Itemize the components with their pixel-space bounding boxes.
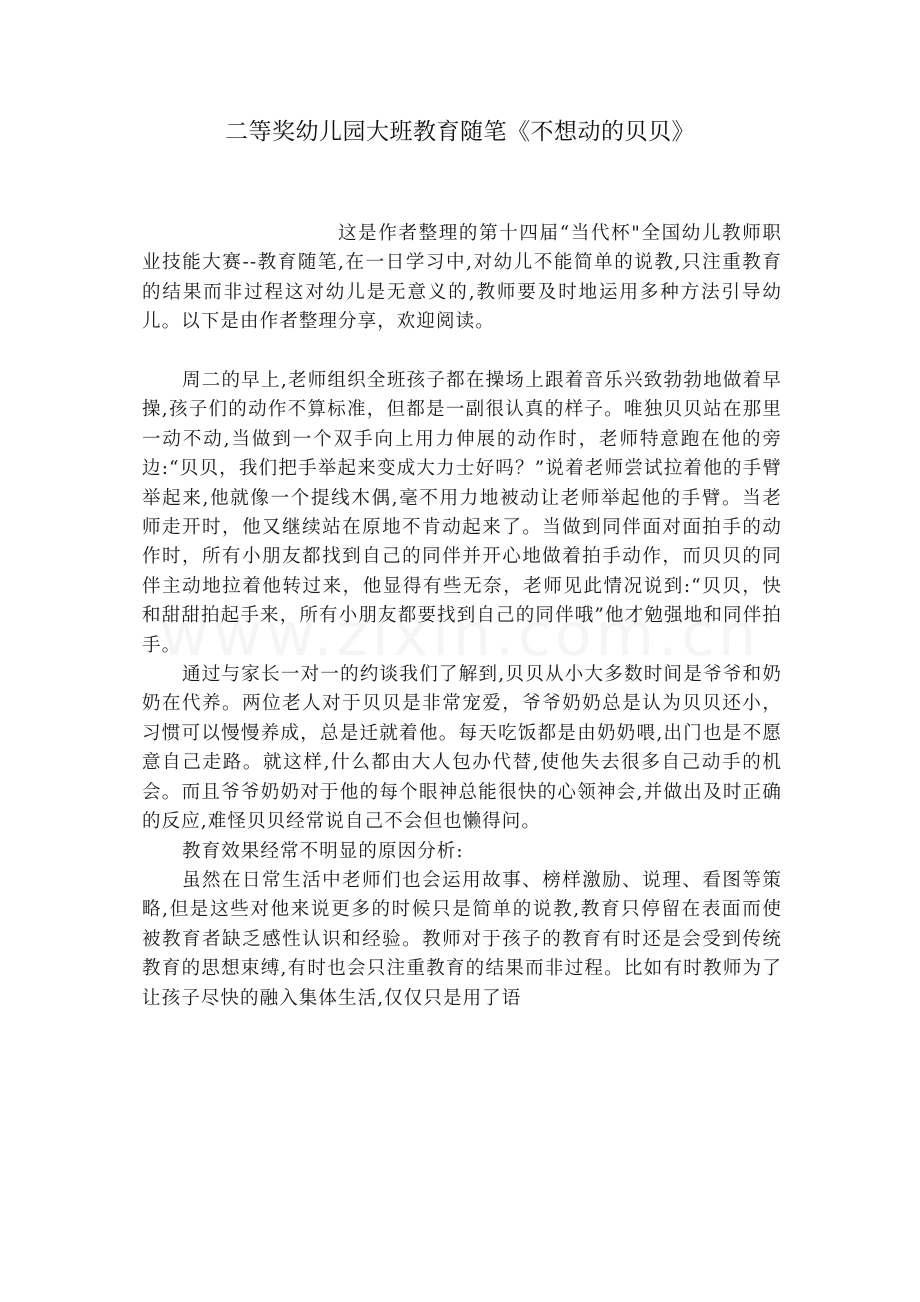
body-paragraph-3: 虽然在日常生活中老师们也会运用故事、榜样激励、说理、看图等策略,但是这些对他来说更多的时候只是简单的说教,教育只停留在表面而使被教育者缺乏感性认识和经验。教师对于孩子的教育有时还是会受到传统教育的思想束缚,有时也会只注重教育的结果而非过程。比如有时教师为了让孩子尽快的融入集体生活,仅仅只是用了语 (142, 869, 782, 1009)
body-paragraph-2: 通过与家长一对一的约谈我们了解到,贝贝从小大多数时间是爷爷和奶奶在代养。两位老人对于贝贝是非常宠爱，爷爷奶奶总是认为贝贝还小，习惯可以慢慢养成，总是迁就着他。每天吃饭都是由奶奶喂,出门也是不愿意自己走路。就这样,什么都由大人包办代替,使他失去很多自己动手的机会。而且爷爷奶奶对于他的每个眼神总能很快的心领神会,并做出及时正确的反应,难怪贝贝经常说自己不会但也懒得问。 (142, 664, 782, 833)
intro-paragraph: 这是作者整理的第十四届“当代杯"全国幼儿教师职业技能大赛--教育随笔,在一日学习中,对幼儿不能简单的说教,只注重教育的结果而非过程这对幼儿是无意义的,教师要及时地运用多种方法引导幼儿。以下是由作者整理分享，欢迎阅读。 (142, 223, 782, 333)
section-heading-analysis: 教育效果经常不明显的原因分析: (182, 840, 464, 862)
document-title: 二等奖幼儿园大班教育随笔《不想动的贝贝》 (225, 119, 695, 145)
body-paragraph-1: 周二的早上,老师组织全班孩子都在操场上跟着音乐兴致勃勃地做着早操,孩子们的动作不算标准，但都是一副很认真的样子。唯独贝贝站在那里一动不动,当做到一个双手向上用力伸展的动作时，老师特意跑在他的旁边:“贝贝，我们把手举起来变成大力士好吗？”说着老师尝试拉着他的手臂举起来,他就像一个提线木偶,毫不用力地被动让老师举起他的手臂。当老师走开时，他又继续站在原地不肯动起来了。当做到同伴面对面拍手的动作时，所有小朋友都找到自己的同伴并开心地做着拍手动作，而贝贝的同伴主动地拉着他转过来，他显得有些无奈，老师见此情况说到:“贝贝，快和甜甜拍起手来，所有小朋友都要找到自己的同伴哦”他才勉强地和同伴拍手。 (142, 370, 782, 656)
document-body (142, 219, 782, 1013)
